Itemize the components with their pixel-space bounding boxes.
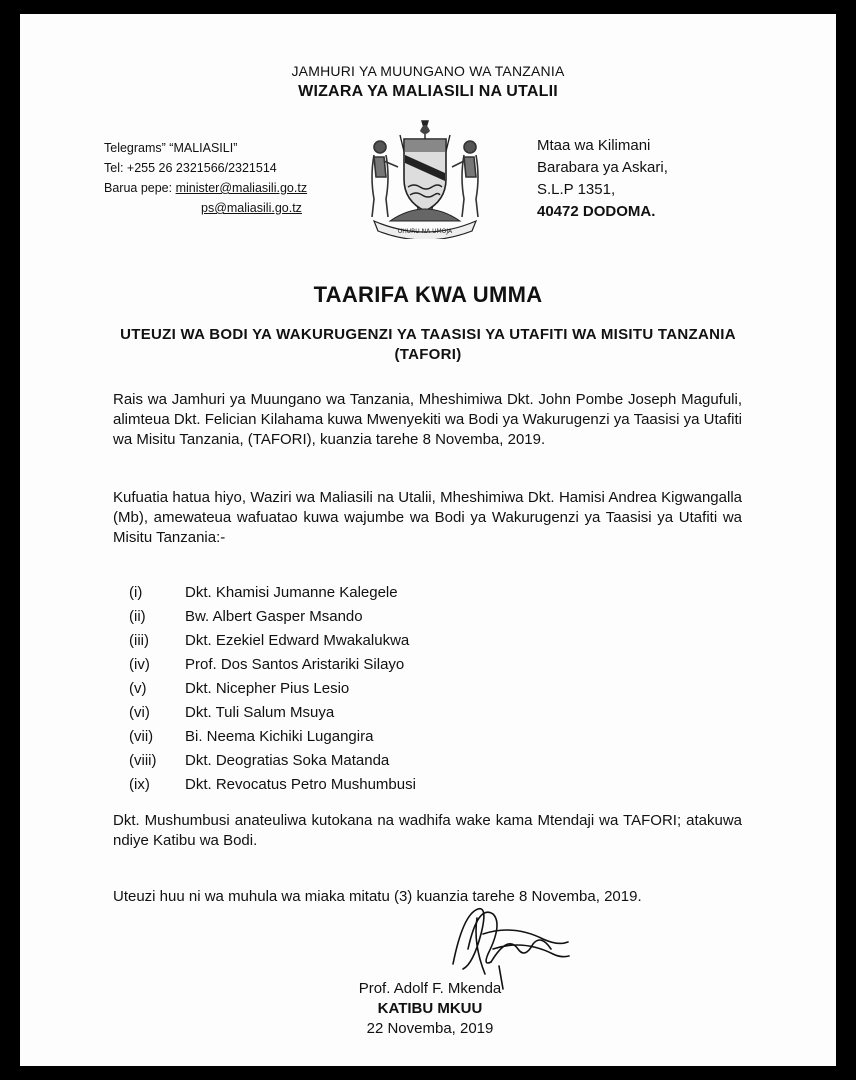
member-name: Dkt. Deogratias Soka Matanda (185, 752, 390, 769)
address-line-3: S.L.P 1351, (537, 181, 616, 198)
list-item (129, 656, 416, 680)
member-name: Dkt. Khamisi Jumanne Kalegele (185, 584, 398, 601)
telephone-line: Tel: +255 26 2321566/2321514 (104, 161, 277, 175)
email-link-ps[interactable]: ps@maliasili.go.tz (201, 201, 302, 215)
email-line (104, 178, 307, 198)
email-link-minister[interactable]: minister@maliasili.go.tz (175, 181, 308, 195)
list-item (129, 608, 416, 632)
list-number: (i) (129, 584, 143, 601)
paragraph-appointment-chairman: Rais wa Jamhuri ya Muungano wa Tanzania, Mheshimiwa Dkt. John Pombe Joseph Magufuli, alimteua Dkt. Felician Kilahama kuwa Mwenyekiti wa Bodi ya Wakurugenzi ya Taasisi ya Utafiti wa Misitu Tanzania, (TAFORI), kuanzia tarehe 8 Novemba, 2019. (113, 391, 742, 448)
paragraph-secretary-note: Dkt. Mushumbusi anateuliwa kutokana na wadhifa wake kama Mtendaji wa TAFORI; atakuwa ndiye Katibu wa Bodi. (113, 812, 742, 849)
list-number: (ii) (129, 608, 146, 625)
document-subtitle: UTEUZI WA BODI YA WAKURUGENZI YA TAASISI YA UTAFITI WA MISITU TANZANIA (TAFORI) (120, 326, 736, 363)
postal-address-block (537, 135, 668, 223)
list-item (129, 680, 416, 704)
member-name: Prof. Dos Santos Aristariki Silayo (185, 656, 405, 673)
coat-of-arms-icon (362, 117, 488, 239)
email-label: Barua pepe: (104, 181, 173, 195)
list-item (129, 704, 416, 728)
signatory-title: KATIBU MKUU (377, 1000, 483, 1017)
signature-date: 22 Novemba, 2019 (366, 1020, 494, 1037)
member-name: Dkt. Nicepher Pius Lesio (185, 680, 350, 697)
paragraph-term-note: Uteuzi huu ni wa muhula wa miaka mitatu (3) kuanzia tarehe 8 Novemba, 2019. (113, 888, 642, 905)
list-number: (vii) (129, 728, 154, 745)
list-item (129, 752, 416, 776)
email-line-2 (104, 198, 307, 218)
svg-text:UHURU NA UMOJA: UHURU NA UMOJA (397, 228, 453, 235)
republic-heading: JAMHURI YA MUUNGANO WA TANZANIA (291, 63, 565, 79)
document-title: TAARIFA KWA UMMA (313, 282, 543, 307)
paragraph-appointment-members: Kufuatia hatua hiyo, Waziri wa Maliasili na Utalii, Mheshimiwa Dkt. Hamisi Andrea Kigwangalla (Mb), amewateua wafuatao kuwa wajumbe wa Bodi ya Wakurugenzi ya Taasisi ya Utafiti wa Misitu Tanzania:- (113, 489, 742, 546)
telegrams-line: Telegrams” “MALIASILI” (104, 141, 238, 155)
ministry-heading: WIZARA YA MALIASILI NA UTALII (298, 83, 558, 100)
document-page (20, 14, 836, 1066)
member-name: Dkt. Ezekiel Edward Mwakalukwa (185, 632, 410, 649)
member-name: Dkt. Revocatus Petro Mushumbusi (185, 776, 416, 793)
member-name: Bi. Neema Kichiki Lugangira (185, 728, 374, 745)
member-name: Dkt. Tuli Salum Msuya (185, 704, 335, 721)
list-item (129, 632, 416, 656)
list-number: (iv) (129, 656, 150, 673)
list-item (129, 584, 416, 608)
list-item (129, 728, 416, 752)
signatory-block (310, 979, 550, 1039)
list-number: (viii) (129, 752, 157, 769)
member-name: Bw. Albert Gasper Msando (185, 608, 363, 625)
address-line-4: 40472 DODOMA. (537, 203, 656, 220)
list-number: (v) (129, 680, 147, 697)
signatory-name: Prof. Adolf F. Mkenda (358, 980, 502, 997)
list-number: (vi) (129, 704, 150, 721)
address-line-1: Mtaa wa Kilimani (537, 137, 651, 154)
contact-block (104, 138, 307, 218)
address-line-2: Barabara ya Askari, (537, 159, 668, 176)
list-number: (iii) (129, 632, 149, 649)
board-members-list (129, 584, 416, 800)
list-item (129, 776, 416, 800)
list-number: (ix) (129, 776, 150, 793)
